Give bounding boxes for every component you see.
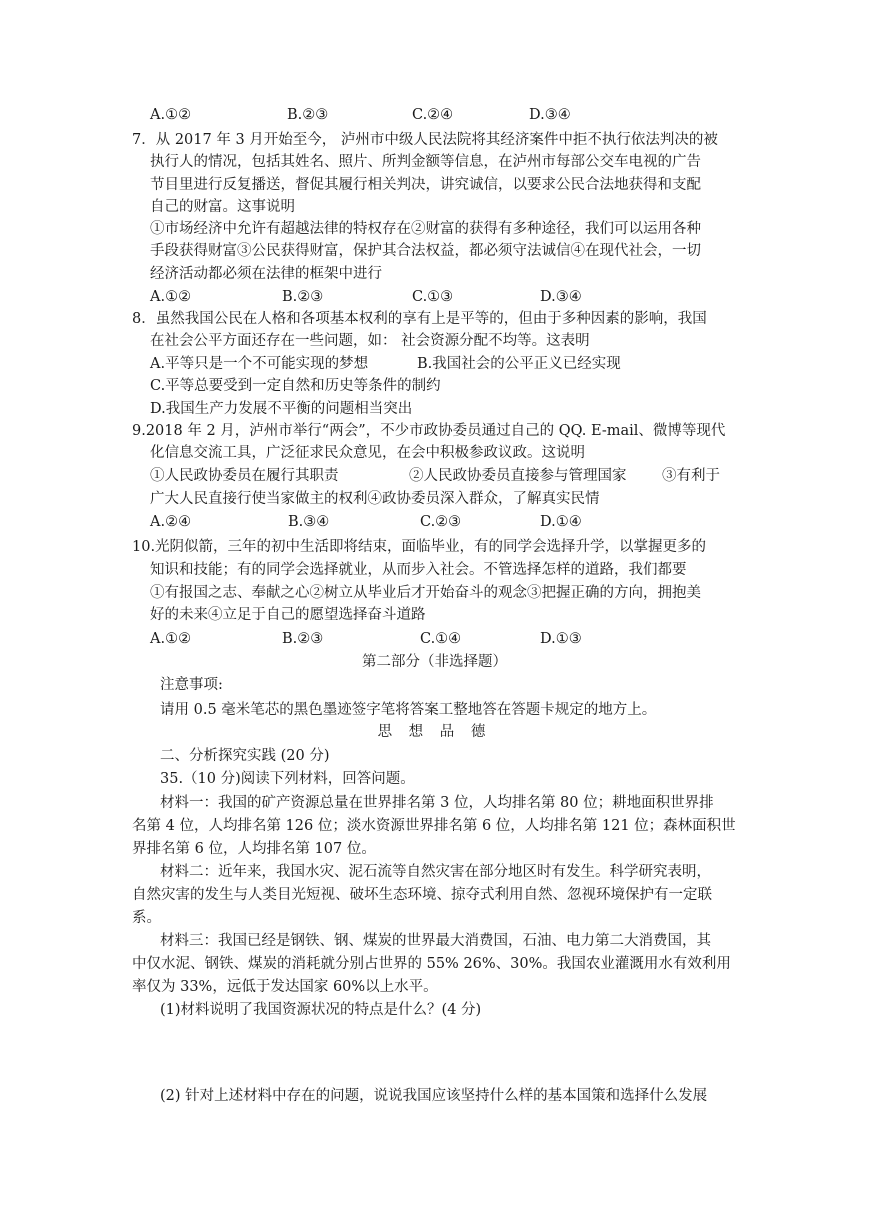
q8-option-b: B.我国社会的公平正义已经实现 (417, 356, 621, 372)
q8-option-a: A.平等只是一个不可能实现的梦想 (150, 356, 369, 372)
q10-stem-line: 知识和技能；有的同学会选择就业，从而步入社会。不管选择怎样的道路，我们都要 (150, 562, 687, 578)
q10-option-a: A.①② (150, 631, 192, 647)
q8-stem-line: 在社会公平方面还存在一些问题，如： 社会资源分配不均等。这表明 (150, 333, 590, 349)
q9-statement-line: 广大人民直接行使当家做主的权利④政协委员深入群众，了解真实民情 (150, 491, 600, 507)
q10-options (150, 629, 750, 649)
q9-stem-line: 化信息交流工具，广泛征求民众意见，在会中积极参政议政。这说明 (150, 445, 585, 461)
q7-statement-line: ①市场经济中允许有超越法律的特权存在②财富的获得有多种途径，我们可以运用各种 (150, 221, 701, 237)
q10-statement-line: ①有报国之志、奉献之心②树立从毕业后才开始奋斗的观念③把握正确的方向，拥抱美 (150, 585, 701, 601)
q7-stem-line: 执行人的情况，包括其姓名、照片、所判金额等信息，在泸州市每部公交车电视的广告 (150, 154, 701, 170)
material2-line: 自然灾害的发生与人类目光短视、破坏生态环境、掠夺式利用自然、忽视环境保护有一定联 (132, 887, 712, 903)
material1-line: 界排名第 6 位，人均排名第 107 位。 (132, 841, 376, 857)
material3-line: 中仅水泥、钢铁、煤炭的消耗就分别占世界的 55% 26%、30%。我国农业灌溉用水有效利用 (132, 956, 731, 972)
q9-options (150, 512, 750, 532)
q7-stem-line: 自己的财富。这事说明 (150, 199, 295, 215)
q7-options (150, 287, 750, 307)
q7-option-a: A.①② (150, 289, 192, 305)
part2-heading: 第二部分（非选择题） (362, 654, 507, 670)
q9-stem-line: 9.2018 年 2 月，泸州市举行“两会”，不少市政协委员通过自己的 QQ. E-mail、微博等现代 (132, 423, 726, 439)
q7-statement-line: 手段获得财富③公民获得财富，保护其合法权益，都必须守法诚信④在现代社会，一切 (150, 243, 701, 259)
q6-option-d: D.③④ (529, 107, 571, 123)
q8-option-c: C.平等总要受到一定自然和历史等条件的制约 (150, 378, 441, 394)
q6-option-c: C.②④ (412, 107, 454, 123)
material3-line: 率仅为 33%，远低于发达国家 60%以上水平。 (132, 979, 438, 995)
q6-option-b: B.②③ (287, 107, 329, 123)
material2-line: 材料二：近年来，我国水灾、泥石流等自然灾害在部分地区时有发生。科学研究表明， (160, 864, 711, 880)
section-heading: 二、分析探究实践 (20 分) (160, 748, 330, 764)
q6-options (150, 105, 750, 125)
q9-statement-2: ②人民政协委员直接参与管理国家 (409, 468, 627, 484)
q10-option-b: B.②③ (282, 631, 324, 647)
q9-statements-row (150, 466, 750, 486)
q7-stem-line: 节目里进行反复播送，督促其履行相关判决，讲究诚信，以要求公民合法地获得和支配 (150, 177, 701, 193)
q6-option-a: A.①② (150, 107, 192, 123)
q7-option-c: C.①③ (412, 289, 454, 305)
subject-title: 思 想 品 德 (377, 724, 492, 740)
q8-option-d: D.我国生产力发展不平衡的问题相当突出 (150, 401, 413, 417)
material1-line: 名第 4 位，人均排名第 126 位；淡水资源世界排名第 6 位，人均排名第 121 位；森林面积世 (132, 818, 736, 834)
q35-sub1: (1)材料说明了我国资源状况的特点是什么？(4 分) (160, 1002, 482, 1018)
q7-option-d: D.③④ (540, 289, 582, 305)
q8-stem-line: 8．虽然我国公民在人格和各项基本权利的享有上是平等的，但由于多种因素的影响，我国 (132, 311, 707, 327)
q10-option-c: C.①④ (420, 631, 462, 647)
q10-statement-line: 好的未来④立足于自己的愿望选择奋斗道路 (150, 607, 426, 623)
q8-options-row (150, 354, 750, 374)
q35-intro: 35.（10 分)阅读下列材料，回答问题。 (160, 771, 415, 787)
q35-sub2: (2) 针对上述材料中存在的问题，说说我国应该坚持什么样的基本国策和选择什么发展 (160, 1088, 708, 1104)
q9-statement-3: ③有利于 (662, 468, 720, 484)
q7-stem-line: 7．从 2017 年 3 月开始至今， 泸州市中级人民法院将其经济案件中拒不执行依法判决的被 (132, 132, 718, 148)
q9-option-c: C.②③ (420, 514, 462, 530)
q7-statement-line: 经济活动都必须在法律的框架中进行 (150, 266, 382, 282)
material2-line: 系。 (132, 910, 161, 926)
q9-option-d: D.①④ (540, 514, 582, 530)
notice-text: 请用 0.5 毫米笔芯的黑色墨迹签字笔将答案工整地答在答题卡规定的地方上。 (160, 702, 657, 718)
q9-option-a: A.②④ (150, 514, 192, 530)
q9-option-b: B.③④ (288, 514, 330, 530)
q10-option-d: D.①③ (540, 631, 582, 647)
q9-statement-1: ①人民政协委员在履行其职责 (150, 468, 339, 484)
material1-line: 材料一：我国的矿产资源总量在世界排名第 3 位，人均排名第 80 位；耕地面积世界排 (160, 795, 714, 811)
material3-line: 材料三：我国已经是钢铁、钢、煤炭的世界最大消费国，石油、电力第二大消费国，其 (160, 933, 711, 949)
notice-label: 注意事项: (160, 677, 223, 693)
q10-stem-line: 10.光阴似箭，三年的初中生活即将结束，面临毕业，有的同学会选择升学，以掌握更多的 (132, 539, 707, 555)
q7-option-b: B.②③ (282, 289, 324, 305)
